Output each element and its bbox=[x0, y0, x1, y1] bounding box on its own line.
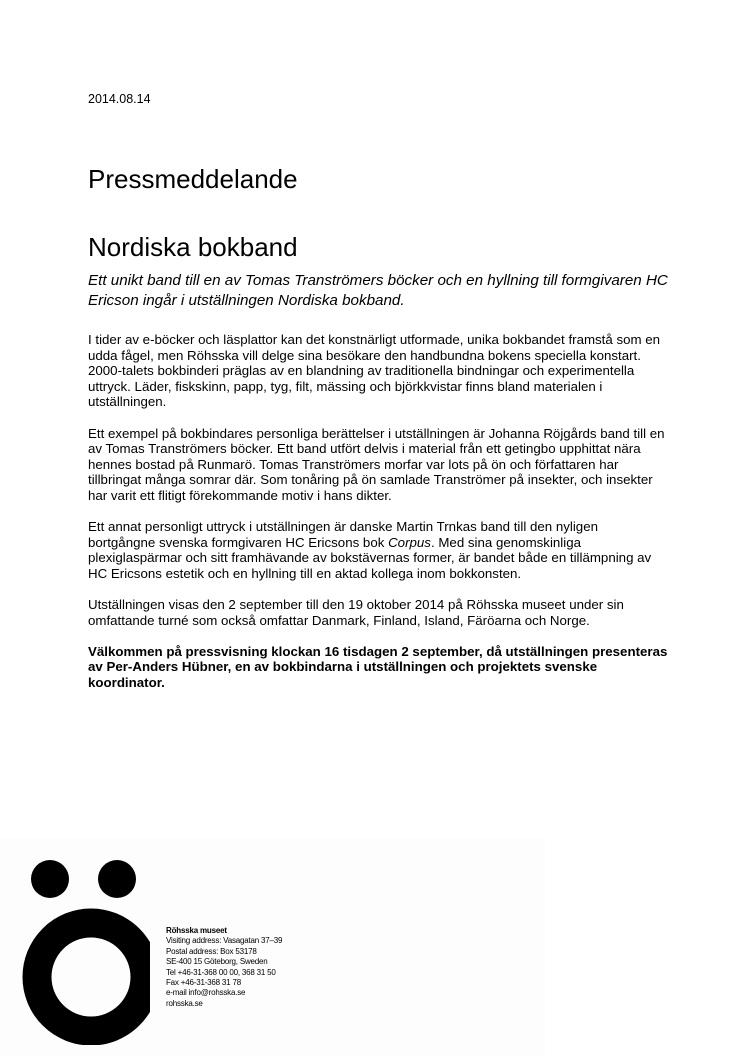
logo-dot-right bbox=[98, 860, 136, 898]
headline: Nordiska bokband bbox=[88, 232, 298, 262]
release-date: 2014.08.14 bbox=[88, 92, 151, 106]
paragraph-3 bbox=[88, 519, 668, 581]
rohsska-o-logo bbox=[20, 857, 150, 1045]
paragraph-3-text-b: . Med sina genomskinliga plexiglaspärmar och sitt framhävande av bokstävernas former, är bandet både en tillämpning av HC Ericsons estetik och en hyllning till en aktad kollega inom bokkonsten. bbox=[88, 534, 652, 581]
logo-dot-left bbox=[31, 860, 69, 898]
body-text bbox=[88, 332, 668, 706]
contact-block bbox=[166, 926, 282, 1009]
contact-email: e-mail info@rohsska.se bbox=[166, 988, 246, 998]
paragraph-2: Ett exempel på bokbindares personliga berättelser i utställningen är Johanna Röjgårds band till en av Tomas Tranströmers böcker. Ett band utfört delvis i material från ett getingbo upphittat nära hennes bostad på Runmarö. Tomas Tranströmers morfar var lots på ön och författaren har tillbringat många somrar där. Som tonåring på ön samlade Tranströmer på insekter, och insekter har varit ett flitigt förekommande motiv i hans dikter. bbox=[88, 425, 665, 503]
contact-city: SE-400 15 Göteborg, Sweden bbox=[166, 957, 268, 967]
contact-website: rohsska.se bbox=[166, 998, 203, 1008]
contact-visiting-address: Visiting address: Vasagatan 37–39 bbox=[166, 936, 283, 946]
contact-postal-address: Postal address: Box 53178 bbox=[166, 946, 257, 956]
contact-fax: Fax +46-31-368 31 78 bbox=[166, 978, 241, 988]
lead-text: Ett unikt band till en av Tomas Tranströmers böcker och en hyllning till formgivaren HC Ericson ingår i utställningen Nordiska bokband. bbox=[88, 272, 668, 309]
logo-ring bbox=[37, 923, 145, 1031]
contact-phone: Tel +46-31-368 00 00, 368 31 50 bbox=[166, 967, 276, 977]
paragraph-3-text-a: Ett annat personligt uttryck i utställningen är danske Martin Trnkas band till den nyligen bortgångne svenska formgivaren HC Ericsons bok bbox=[88, 519, 598, 550]
paragraph-4: Utställningen visas den 2 september till den 19 oktober 2014 på Röhsska museet under sin omfattande turné som också omfattar Danmark, Finland, Island, Färöarna och Norge. bbox=[88, 597, 624, 628]
paragraph-1: I tider av e-böcker och läsplattor kan det konstnärligt utformade, unika bokbandet framstå som en udda fågel, men Röhsska vill delge sina besökare den handbundna bokens speciella konstart. 2000-talets bokbinderi präglas av en blandning av traditionella bindningar och experimentella uttryck. Läder, fiskskinn, papp, tyg, filt, mässing och björkkvistar finns bland materialen i utställningen. bbox=[88, 332, 661, 410]
document-type-heading: Pressmeddelande bbox=[88, 164, 298, 194]
press-invitation: Välkommen på pressvisning klockan 16 tisdagen 2 september, då utställningen presenteras av Per-Anders Hübner, en av bokbindarna i utställningen och projektets svenske koordinator. bbox=[88, 643, 668, 691]
contact-org-name: Röhsska museet bbox=[166, 926, 227, 935]
book-title-corpus: Corpus bbox=[388, 534, 431, 550]
